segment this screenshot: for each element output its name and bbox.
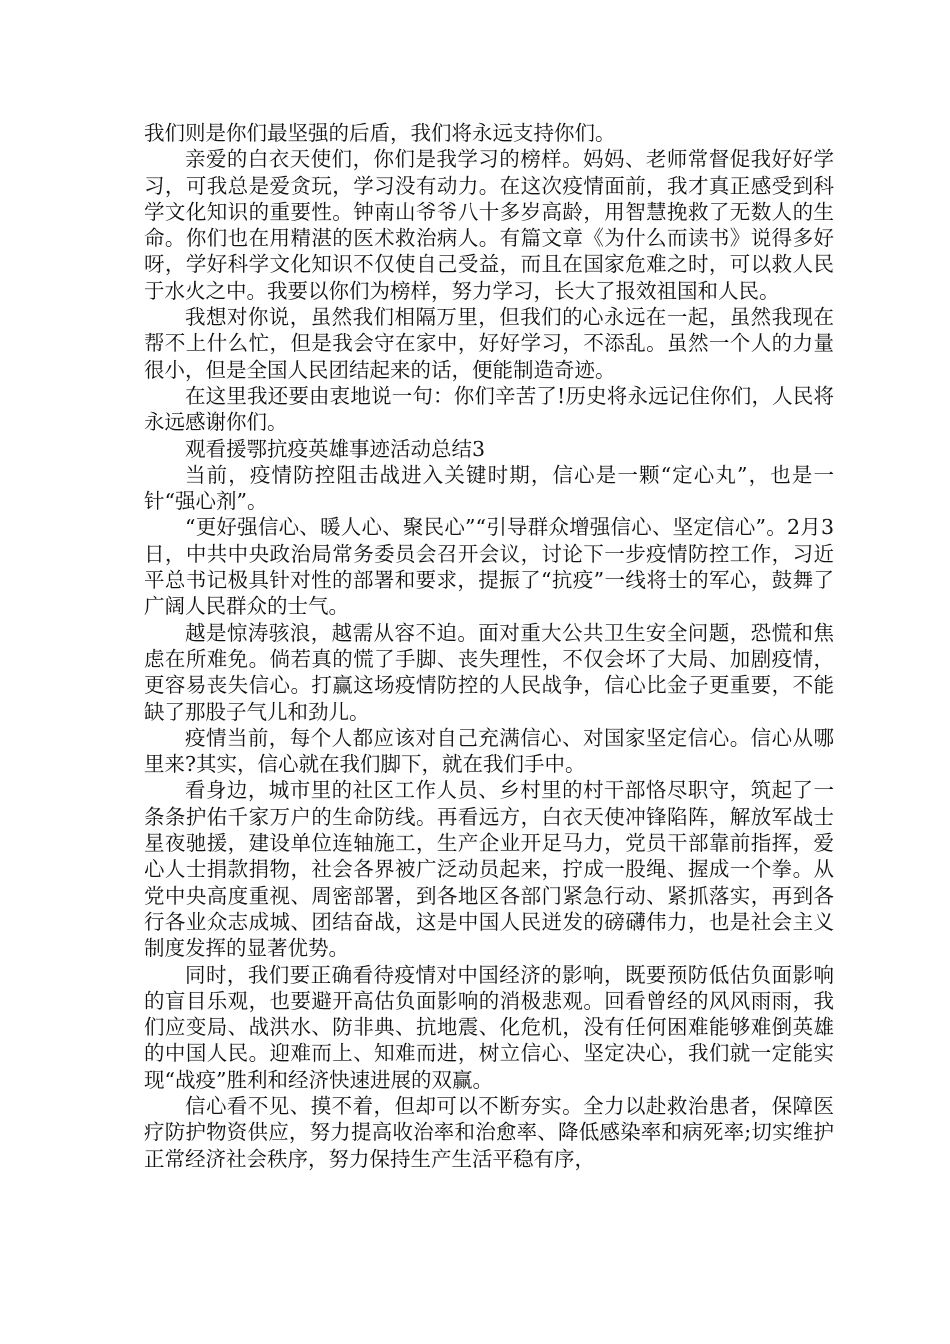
paragraph: “更好强信心、暖人心、聚民心”“引导群众增强信心、坚定信心”。2月3日，中共中央政治局常务委员会召开会议，讨论下一步疫情防控工作，习近平总书记极具针对性的部署和要求，提振了“抗疫”一线将士的军心，鼓舞了广阔人民群众的士气。 [144, 515, 834, 619]
paragraph: 在这里我还要由衷地说一句：你们辛苦了!历史将永远记住你们，人民将永远感谢你们。 [144, 383, 834, 435]
paragraph: 我想对你说，虽然我们相隔万里，但我们的心永远在一起，虽然我现在帮不上什么忙，但是我会守在家中，好好学习，不添乱。虽然一个人的力量很小，但是全国人民团结起来的话，便能制造奇迹。 [144, 305, 834, 382]
paragraph: 疫情当前，每个人都应该对自己充满信心、对国家坚定信心。信心从哪里来?其实，信心就在我们脚下，就在我们手中。 [144, 725, 834, 777]
paragraph: 信心看不见、摸不着，但却可以不断夯实。全力以赴救治患者，保障医疗防护物资供应，努力提高收治率和治愈率、降低感染率和病死率;切实维护正常经济社会秩序，努力保持生产生活平稳有序， [144, 1093, 834, 1171]
section-heading: 观看援鄂抗疫英雄事迹活动总结3 [185, 436, 486, 461]
paragraph: 越是惊涛骇浪，越需从容不迫。面对重大公共卫生安全问题，恐慌和焦虑在所难免。倘若真的慌了手脚、丧失理性，不仅会坏了大局、加剧疫情，更容易丧失信心。打赢这场疫情防控的人民战争，信心比金子更重要，不能缺了那股子气儿和劲儿。 [144, 620, 834, 724]
paragraph: 看身边，城市里的社区工作人员、乡村里的村干部恪尽职守，筑起了一条条护佑千家万户的生命防线。再看远方，白衣天使冲锋陷阵，解放军战士星夜驰援，建设单位连轴施工，生产企业开足马力，党员干部靠前指挥，爱心人士捐款捐物，社会各界被广泛动员起来，拧成一股绳、握成一个拳。从党中央高度重视、周密部署，到各地区各部门紧急行动、紧抓落实，再到各行各业众志成城、团结奋战，这是中国人民迸发的磅礴伟力，也是社会主义制度发挥的显著优势。 [144, 778, 834, 961]
paragraph: 同时，我们要正确看待疫情对中国经济的影响，既要预防低估负面影响的盲目乐观，也要避开高估负面影响的消极悲观。回看曾经的风风雨雨，我们应变局、战洪水、防非典、抗地震、化危机，没有任何困难能够难倒英雄的中国人民。迎难而上、知难而进，树立信心、坚定决心，我们就一定能实现“战疫”胜利和经济快速进展的双赢。 [144, 962, 834, 1092]
paragraph: 亲爱的白衣天使们，你们是我学习的榜样。妈妈、老师常督促我好好学习，可我总是爱贪玩，学习没有动力。在这次疫情面前，我才真正感受到科学文化知识的重要性。钟南山爷爷八十多岁高龄，用智慧挽救了无数人的生命。你们也在用精湛的医术救治病人。有篇文章《为什么而读书》说得多好呀，学好科学文化知识不仅使自己受益，而且在国家危难之时，可以救人民于水火之中。我要以你们为榜样，努力学习，长大了报效祖国和人民。 [144, 147, 834, 303]
paragraph: 当前，疫情防控阻击战进入关键时期，信心是一颗“定心丸”，也是一针“强心剂”。 [144, 462, 834, 514]
paragraph: 我们则是你们最坚强的后盾，我们将永远支持你们。 [144, 121, 616, 145]
document-body [144, 120, 834, 1172]
